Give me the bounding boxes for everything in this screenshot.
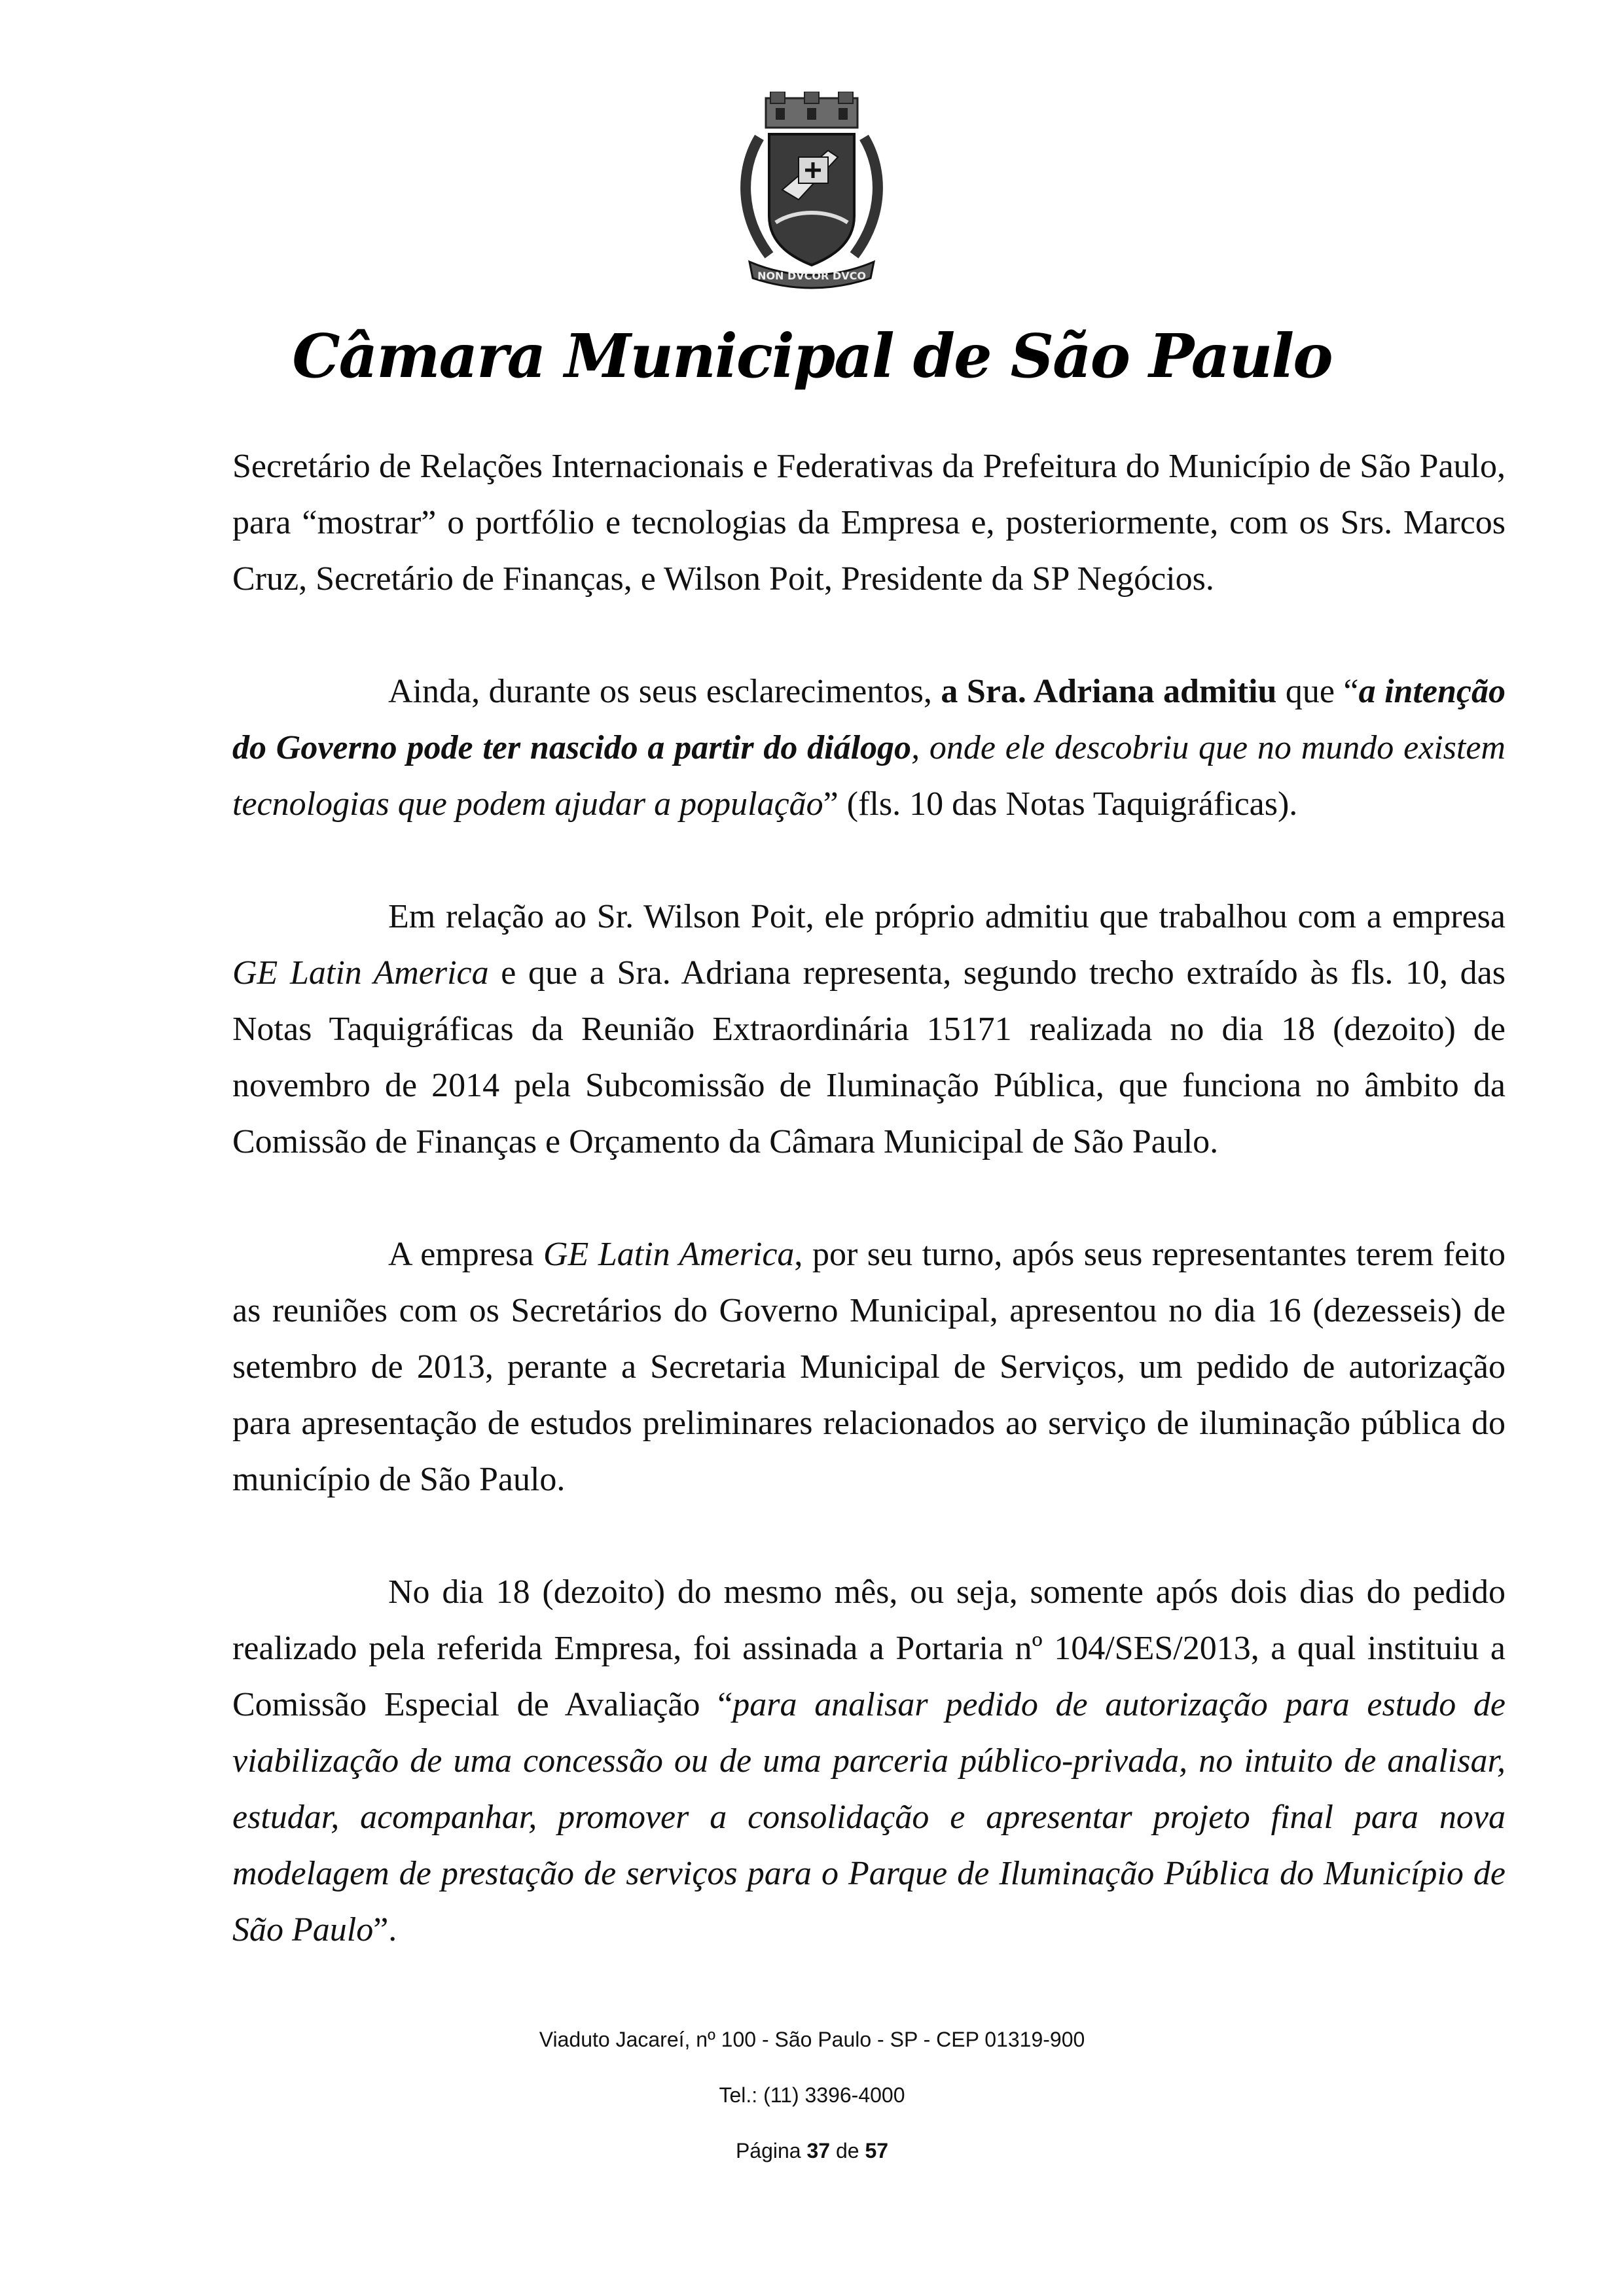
- paragraph-4-text: A empresa: [388, 1236, 543, 1273]
- footer-address: Viaduto Jacareí, nº 100 - São Paulo - SP - CEP 01319-900: [539, 2028, 1085, 2051]
- paragraph-4-text: , por seu turno, após seus representantes terem feito as reuniões com os Secretários do Governo Municipal, apresentou no dia 16 (dezesseis) de setembro de 2013, perante a Secretaria Municipal de Serviços, um pedido de autorização para apresentação de estudos preliminares relacionados ao serviço de iluminação pública do município de São Paulo.: [232, 1236, 1506, 1498]
- paragraph-2-text: que “: [1276, 673, 1359, 710]
- paragraph-1-text: Secretário de Relações Internacionais e Federativas da Prefeitura do Município de São Paulo, para “mostrar” o portfólio e tecnologias da Empresa e, posteriormente, com os Srs. Marcos Cruz, Secretário de Finanças, e Wilson Poit, Presidente da SP Negócios.: [232, 448, 1506, 598]
- paragraph-4-company: GE Latin America: [543, 1236, 795, 1273]
- paragraph-2-text: Ainda, durante os seus esclarecimentos,: [388, 673, 941, 710]
- paragraph-2: [232, 664, 1506, 833]
- paragraph-3-company: GE Latin America: [232, 954, 489, 992]
- institution-title: Câmara Municipal de São Paulo: [292, 321, 1332, 391]
- paragraph-2-text: ” (fls. 10 das Notas Taquigráficas).: [823, 785, 1298, 823]
- document-body: [232, 439, 1506, 2015]
- paragraph-4: [232, 1227, 1506, 1508]
- paragraph-3: [232, 889, 1506, 1170]
- page-total: 57: [865, 2139, 889, 2162]
- paragraph-2-bold: a Sra. Adriana admitiu: [941, 673, 1277, 710]
- paragraph-3-text: e que a Sra. Adriana representa, segundo trecho extraído às fls. 10, das Notas Taquigráficas da Reunião Extraordinária 15171 realizada no dia 18 (dezoito) de novembro de 2014 pela Subcomissão de Iluminação Pública, que funciona no âmbito da Comissão de Finanças e Orçamento da Câmara Municipal de São Paulo.: [232, 954, 1506, 1160]
- paragraph-2-italic-quote: , onde ele descobriu que no mundo existem tecnologias que podem ajudar a população: [232, 729, 1506, 823]
- paragraph-2-bold-italic-quote: a intenção do Governo pode ter nascido a partir do diálogo: [232, 673, 1506, 766]
- coat-of-arms-logo: [730, 92, 893, 295]
- paragraph-5-text: No dia 18 (dezoito) do mesmo mês, ou seja, somente após dois dias do pedido realizado pela referida Empresa, foi assinada a Portaria nº 104/SES/2013, a qual instituiu a Comissão Especial de Avaliação “: [232, 1573, 1506, 1723]
- paragraph-1: [232, 439, 1506, 607]
- svg-text:NON DVCOR DVCO: NON DVCOR DVCO: [757, 270, 866, 282]
- page-number-prefix: Página: [735, 2139, 807, 2162]
- paragraph-5: [232, 1564, 1506, 1958]
- paragraph-3-text: Em relação ao Sr. Wilson Poit, ele próprio admitiu que trabalhou com a empresa: [388, 898, 1506, 935]
- footer-phone: Tel.: (11) 3396-4000: [719, 2083, 905, 2107]
- page-number: [0, 2139, 1624, 2163]
- paragraph-5-italic-quote: para analisar pedido de autorização para estudo de viabilização de uma concessão ou de uma parceria público-privada, no intuito de analisar, estudar, acompanhar, promover a consolidação e apresentar projeto final para nova modelagem de prestação de serviços para o Parque de Iluminação Pública do Município de São Paulo: [232, 1686, 1506, 1948]
- paragraph-5-text: ”.: [373, 1911, 397, 1948]
- page-current: 37: [806, 2139, 831, 2162]
- page-number-mid: de: [830, 2139, 865, 2162]
